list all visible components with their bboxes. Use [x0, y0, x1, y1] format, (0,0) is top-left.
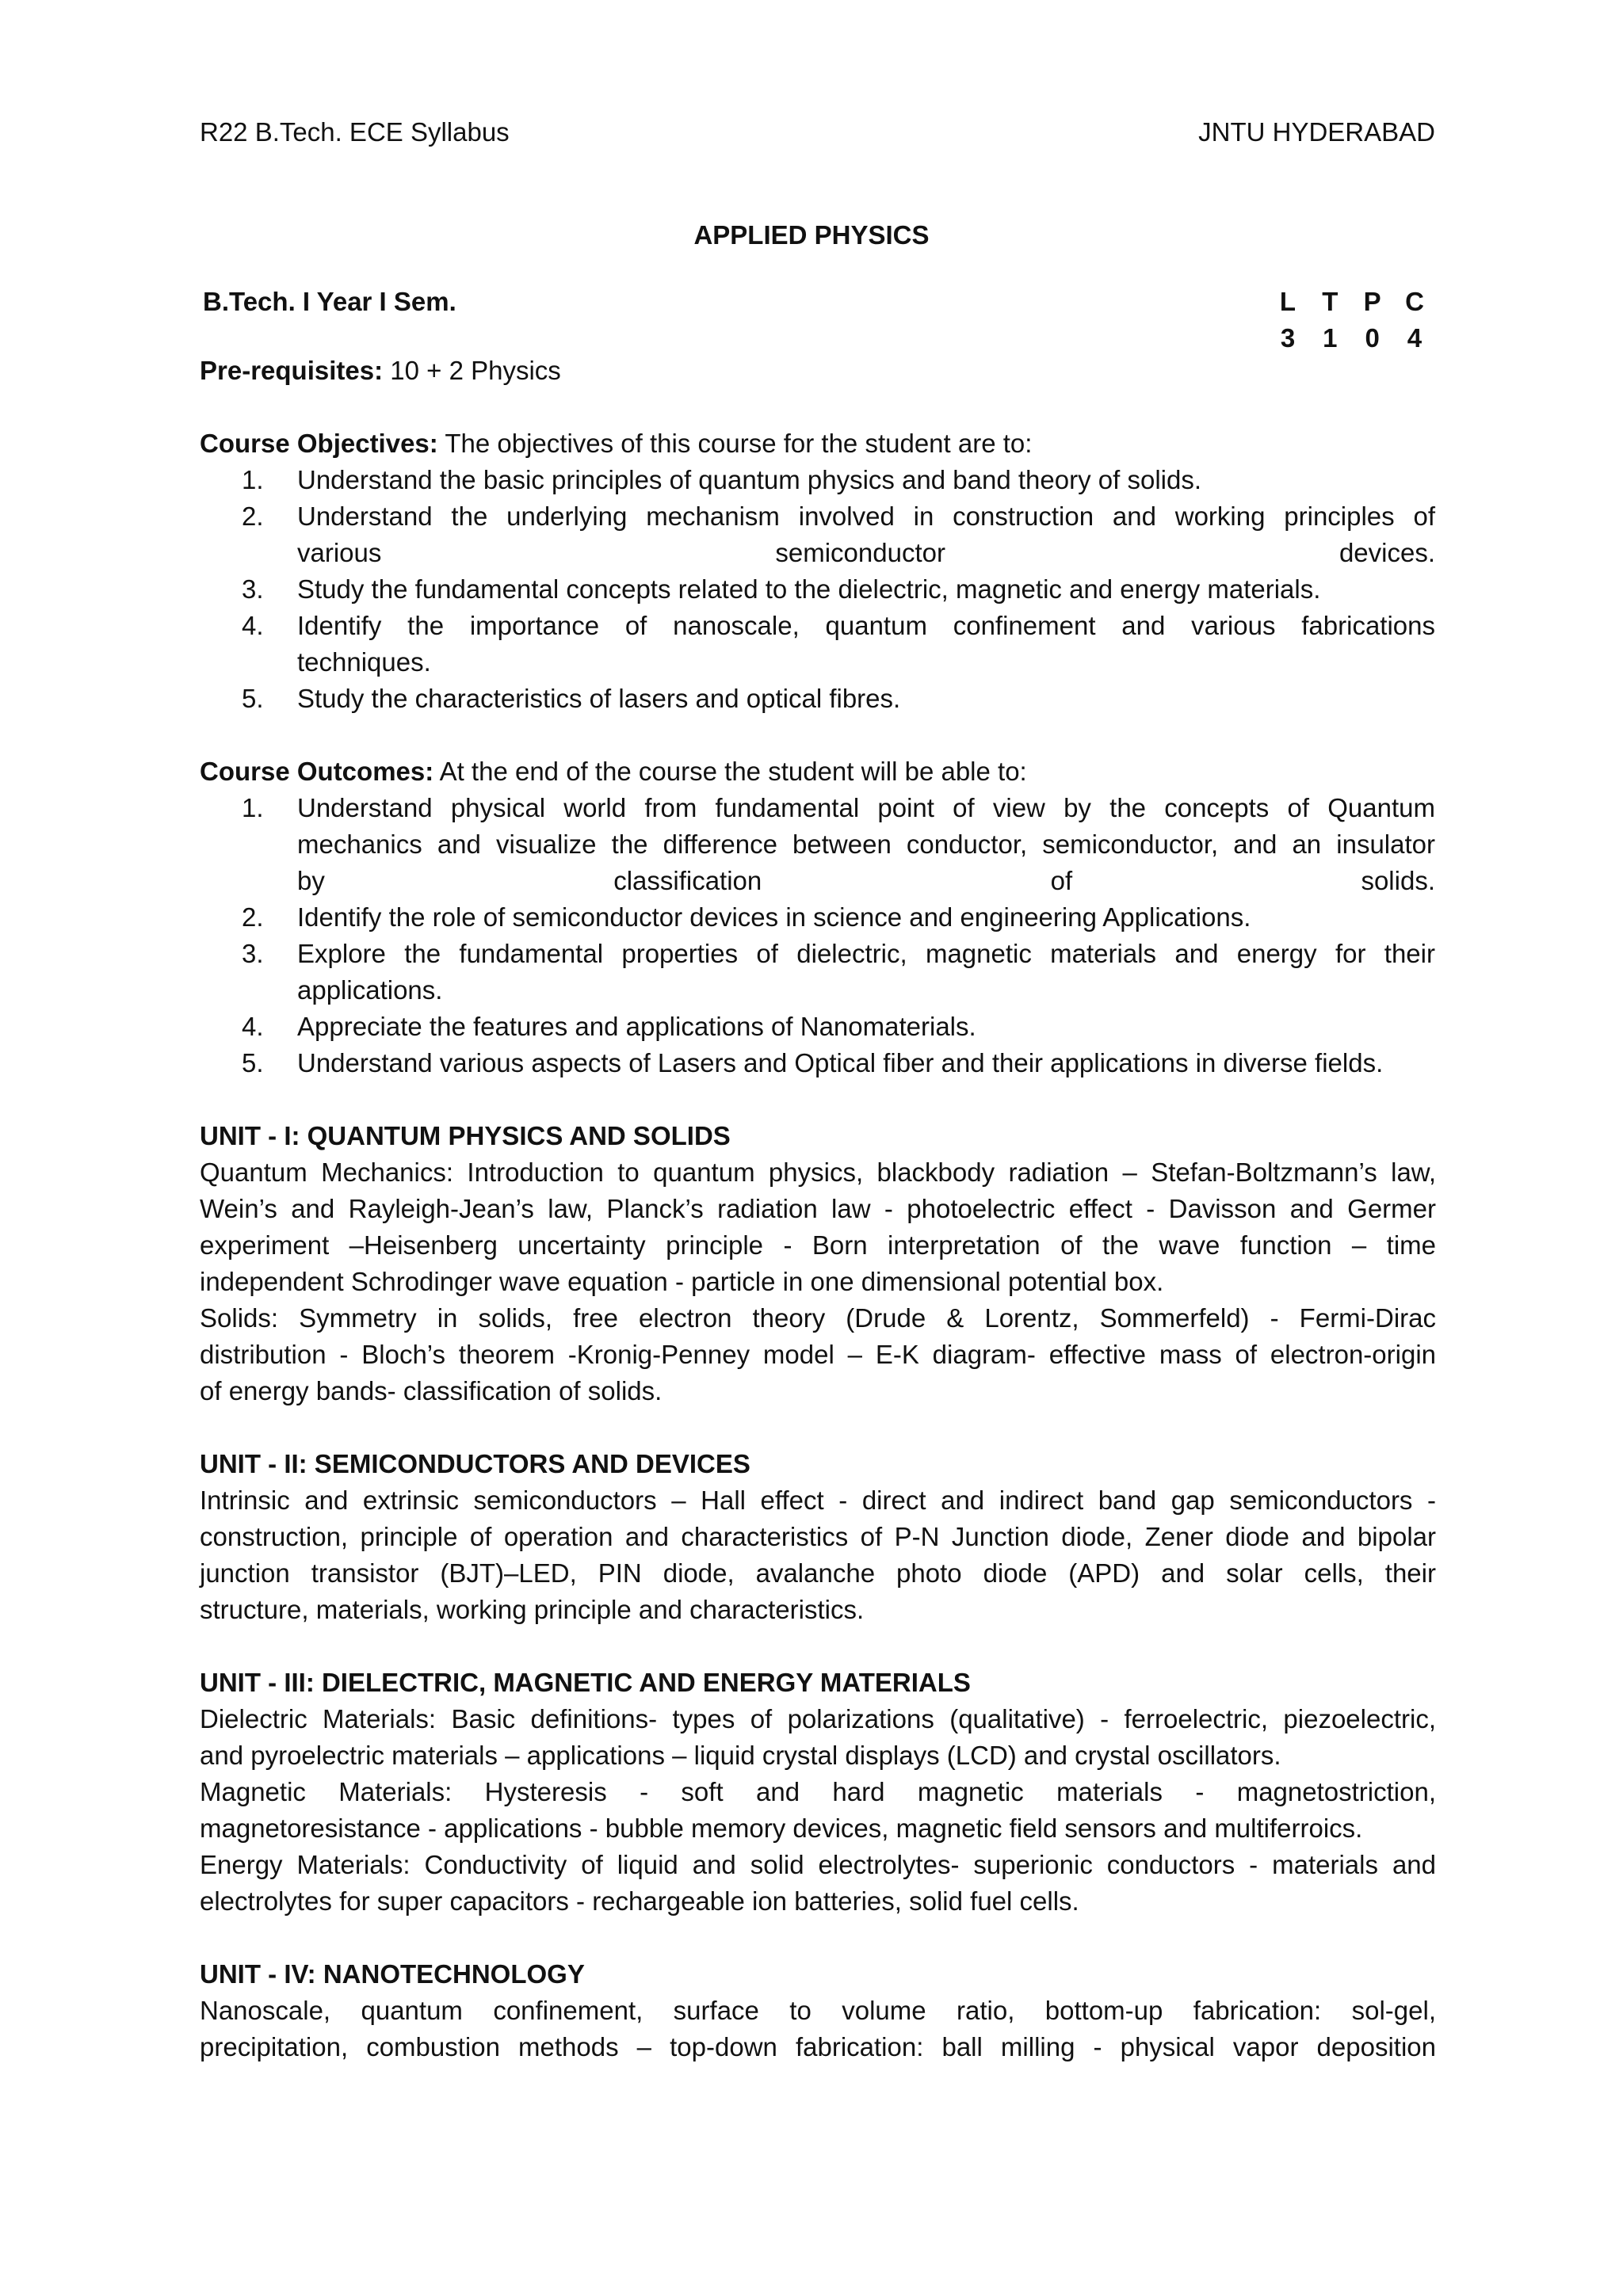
unit-line: Intrinsic and extrinsic semiconductors – Hall effect - direct and indirect band gap semiconductors -: [200, 1486, 1436, 1515]
objective-number: 4.: [242, 611, 264, 640]
ltpc-c-label: C: [1405, 287, 1424, 316]
unit-line: distribution - Bloch’s theorem -Kronig-Penney model – E-K diagram- effective mass of electron-origin: [200, 1340, 1436, 1369]
outcome-line: Explore the fundamental properties of dielectric, magnetic materials and energy for their: [297, 939, 1435, 968]
course-title: APPLIED PHYSICS: [693, 220, 930, 250]
unit-heading: UNIT - III: DIELECTRIC, MAGNETIC AND ENERGY MATERIALS: [200, 1668, 971, 1697]
ltpc-p-value: 0: [1365, 323, 1380, 353]
objective-line: Identify the importance of nanoscale, quantum confinement and various fabrications: [297, 611, 1435, 640]
prerequisites-label: Pre-requisites:: [200, 356, 384, 385]
unit-body: [200, 1993, 1436, 2065]
ltpc-t-value: 1: [1323, 323, 1338, 353]
outcome-number: 3.: [242, 939, 264, 968]
outcome-line: Appreciate the features and applications of Nanomaterials.: [297, 1012, 976, 1041]
unit-line: precipitation, combustion methods – top-down fabrication: ball milling - physical vapor deposition: [200, 2032, 1436, 2061]
objective-line: Understand the underlying mechanism involved in construction and working principles of: [297, 502, 1435, 531]
unit-line: construction, principle of operation and characteristics of P-N Junction diode, Zener diode and bipolar: [200, 1522, 1436, 1551]
ltpc-c-value: 4: [1407, 323, 1423, 353]
objective-item: [297, 462, 1435, 498]
outcome-number: 2.: [242, 902, 264, 932]
prerequisites: [200, 353, 561, 389]
unit-line: junction transistor (BJT)–LED, PIN diode, avalanche photo diode (APD) and solar cells, their: [200, 1558, 1436, 1588]
unit-line: and pyroelectric materials – applications – liquid crystal displays (LCD) and crystal oscillators.: [200, 1741, 1281, 1770]
outcome-line: mechanics and visualize the difference between conductor, semiconductor, and an insulator: [297, 830, 1435, 859]
objective-line: Study the characteristics of lasers and optical fibres.: [297, 684, 901, 713]
objective-item: [297, 681, 1435, 717]
page-header: [200, 117, 1435, 152]
unit-line: of energy bands- classification of solids.: [200, 1376, 663, 1405]
outcome-line: Understand physical world from fundamental point of view by the concepts of Quantum: [297, 793, 1435, 822]
objective-number: 2.: [242, 502, 264, 531]
unit-line: electrolytes for super capacitors - rechargeable ion batteries, solid fuel cells.: [200, 1886, 1079, 1916]
outcome-item: [297, 899, 1435, 936]
unit-line: Wein’s and Rayleigh-Jean’s law, Planck’s radiation law - photoelectric effect - Davisson and Germer: [200, 1194, 1436, 1223]
unit-line: Solids: Symmetry in solids, free electron theory (Drude & Lorentz, Sommerfeld) - Fermi-Dirac: [200, 1303, 1436, 1333]
objective-line: various semiconductor devices.: [297, 538, 1435, 567]
unit-heading: UNIT - IV: NANOTECHNOLOGY: [200, 1959, 585, 1989]
outcome-number: 5.: [242, 1048, 264, 1077]
unit-line: Dielectric Materials: Basic definitions- types of polarizations (qualitative) - ferroelectric, piezoelectric,: [200, 1704, 1436, 1733]
outcome-line: applications.: [297, 975, 443, 1005]
ltpc-p-label: P: [1363, 287, 1381, 316]
objective-number: 5.: [242, 684, 264, 713]
unit-line: Nanoscale, quantum confinement, surface to volume ratio, bottom-up fabrication: sol-gel,: [200, 1996, 1436, 2025]
unit-line: experiment –Heisenberg uncertainty principle - Born interpretation of the wave function – time: [200, 1230, 1436, 1260]
objective-number: 3.: [242, 574, 264, 604]
ltpc-credits-table: [1276, 284, 1426, 357]
objective-item: [297, 608, 1435, 681]
objectives-label: Course Objectives:: [200, 429, 438, 458]
unit-heading: UNIT - II: SEMICONDUCTORS AND DEVICES: [200, 1449, 750, 1478]
objective-line: Understand the basic principles of quantum physics and band theory of solids.: [297, 465, 1201, 494]
ltpc-header-row: [1276, 284, 1426, 320]
ltpc-l-label: L: [1279, 287, 1296, 316]
objective-number: 1.: [242, 465, 264, 494]
outcome-line: by classification of solids.: [297, 866, 1435, 895]
prerequisites-value: 10 + 2 Physics: [383, 356, 561, 385]
ltpc-l-value: 3: [1280, 323, 1296, 353]
unit-line: Magnetic Materials: Hysteresis - soft and hard magnetic materials - magnetostriction,: [200, 1777, 1436, 1806]
ltpc-value-row: [1276, 320, 1426, 357]
outcome-number: 4.: [242, 1012, 264, 1041]
objective-item: [297, 571, 1435, 608]
objective-item: [297, 498, 1435, 571]
unit-line: independent Schrodinger wave equation - particle in one dimensional potential box.: [200, 1267, 1164, 1296]
header-syllabus-name: R22 B.Tech. ECE Syllabus: [200, 117, 510, 147]
objectives-intro-text: The objectives of this course for the student are to:: [437, 429, 1033, 458]
unit-line: Quantum Mechanics: Introduction to quantum physics, blackbody radiation – Stefan-Boltzmann’s law,: [200, 1158, 1436, 1187]
outcome-number: 1.: [242, 793, 264, 822]
outcome-item: [297, 1009, 1435, 1045]
outcomes-intro-text: At the end of the course the student will be able to:: [433, 757, 1027, 786]
unit-line: Energy Materials: Conductivity of liquid and solid electrolytes- superionic conductors - materials and: [200, 1850, 1436, 1879]
unit-line: magnetoresistance - applications - bubble memory devices, magnetic field sensors and multiferroics.: [200, 1814, 1363, 1843]
outcome-line: Identify the role of semiconductor devices in science and engineering Applications.: [297, 902, 1251, 932]
unit-line: structure, materials, working principle and characteristics.: [200, 1595, 865, 1624]
year-semester: B.Tech. I Year I Sem.: [203, 287, 456, 316]
objective-line: techniques.: [297, 647, 431, 677]
objective-line: Study the fundamental concepts related to the dielectric, magnetic and energy materials.: [297, 574, 1321, 604]
unit-body: [200, 1701, 1436, 1920]
ltpc-t-label: T: [1322, 287, 1338, 316]
header-university: JNTU HYDERABAD: [1198, 117, 1435, 147]
outcome-item: [297, 936, 1435, 1009]
unit-body: [200, 1482, 1436, 1628]
unit-heading: UNIT - I: QUANTUM PHYSICS AND SOLIDS: [200, 1121, 731, 1150]
outcome-item: [297, 1045, 1435, 1081]
outcomes-intro: [200, 753, 1027, 790]
unit-body: [200, 1154, 1436, 1409]
outcome-line: Understand various aspects of Lasers and Optical fiber and their applications in diverse fields.: [297, 1048, 1384, 1077]
objectives-intro: [200, 425, 1032, 462]
outcome-item: [297, 790, 1435, 899]
outcomes-label: Course Outcomes:: [200, 757, 434, 786]
